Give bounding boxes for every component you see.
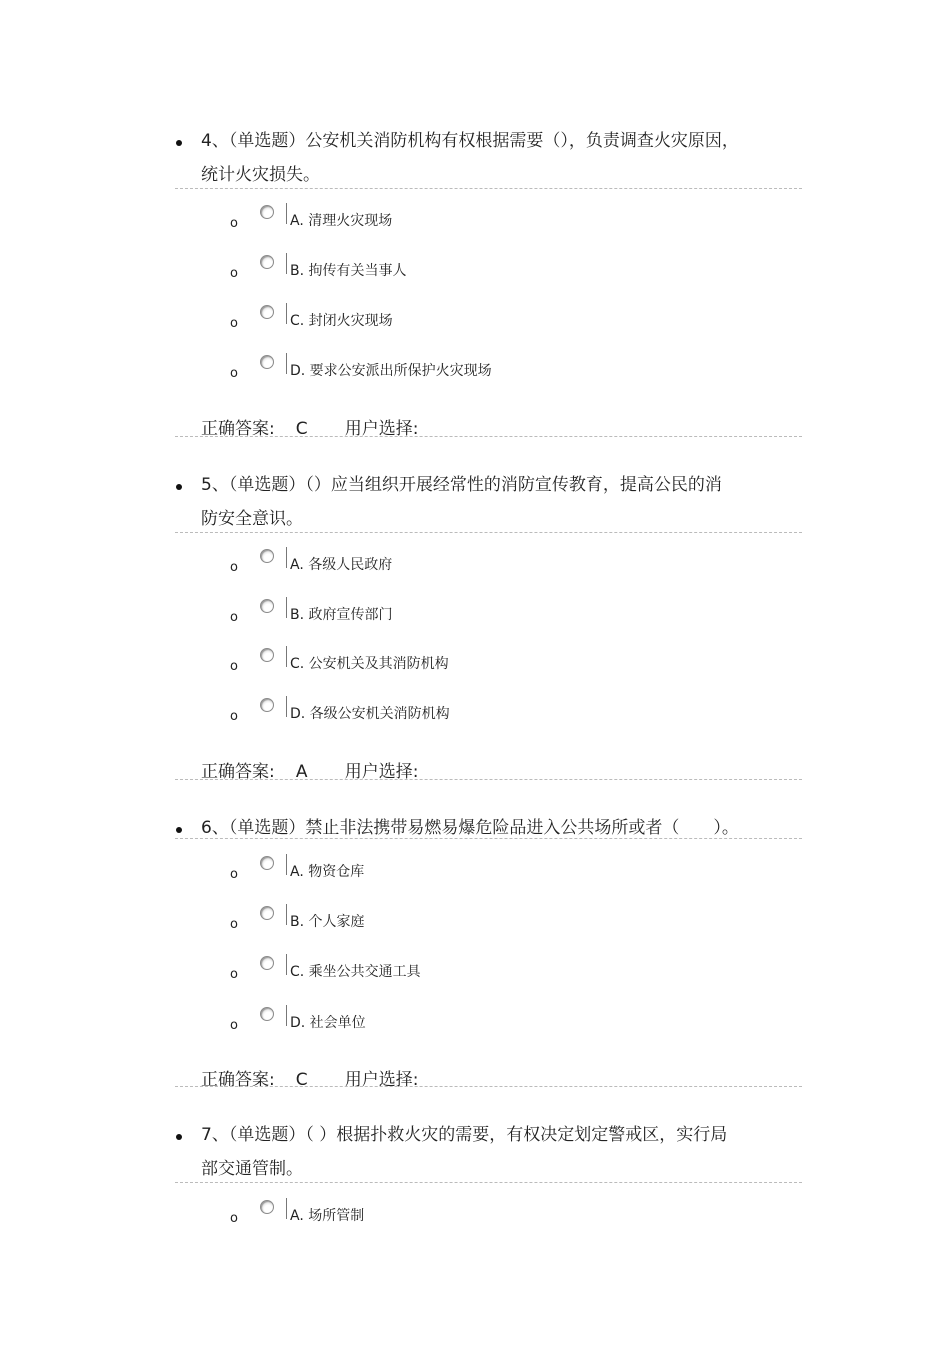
list-marker: o: [230, 266, 238, 281]
option-label: B. 拘传有关当事人: [290, 263, 407, 279]
dashed-divider: [175, 1182, 802, 1183]
dashed-divider: [175, 1086, 802, 1087]
option-separator: [286, 854, 287, 875]
bullet-icon: [176, 140, 182, 146]
option-separator: [286, 954, 287, 975]
dashed-divider: [175, 188, 802, 189]
option-a[interactable]: [0, 205, 950, 245]
option-label: C. 乘坐公共交通工具: [290, 964, 421, 980]
question-text: [201, 1118, 781, 1186]
option-d[interactable]: [0, 355, 950, 395]
option-label: A. 清理火灾现场: [290, 213, 393, 229]
question-text: [201, 124, 781, 192]
option-a[interactable]: [0, 549, 950, 589]
radio-button[interactable]: [260, 599, 274, 613]
radio-button[interactable]: [260, 255, 274, 269]
option-separator: [286, 1005, 287, 1026]
question-line: 部交通管制。: [201, 1159, 303, 1179]
correct-answer-value: C: [295, 419, 308, 439]
list-marker: o: [230, 216, 238, 231]
option-label: D. 各级公安机关消防机构: [290, 706, 450, 722]
dashed-divider: [175, 436, 802, 437]
radio-button[interactable]: [260, 305, 274, 319]
option-c[interactable]: [0, 956, 950, 996]
option-separator: [286, 547, 287, 568]
option-separator: [286, 303, 287, 324]
list-marker: o: [230, 967, 238, 982]
list-marker: o: [230, 1018, 238, 1033]
question-line: 7、（单选题）（ ）根据扑救火灾的需要，有权决定划定警戒区，实行局: [201, 1125, 728, 1145]
option-separator: [286, 203, 287, 224]
user-choice-label: 用户选择:: [344, 1070, 419, 1090]
bullet-icon: [176, 484, 182, 490]
option-separator: [286, 1198, 287, 1219]
option-separator: [286, 597, 287, 618]
option-label: C. 封闭火灾现场: [290, 313, 393, 329]
question-line: 5、（单选题）（）应当组织开展经常性的消防宣传教育，提高公民的消: [201, 475, 722, 495]
option-separator: [286, 253, 287, 274]
option-d[interactable]: [0, 698, 950, 738]
option-c[interactable]: [0, 648, 950, 688]
bullet-icon: [176, 827, 182, 833]
user-choice-label: 用户选择:: [344, 419, 419, 439]
option-c[interactable]: [0, 305, 950, 345]
option-separator: [286, 646, 287, 667]
question-line: 统计火灾损失。: [201, 165, 320, 185]
dashed-divider: [175, 838, 802, 839]
option-separator: [286, 353, 287, 374]
radio-button[interactable]: [260, 956, 274, 970]
correct-answer-value: A: [295, 762, 308, 782]
option-a[interactable]: [0, 1200, 950, 1240]
question-text: [201, 468, 781, 536]
radio-button[interactable]: [260, 648, 274, 662]
question-line: 6、（单选题）禁止非法携带易燃易爆危险品进入公共场所或者（ ）。: [201, 818, 739, 838]
option-separator: [286, 904, 287, 925]
option-separator: [286, 696, 287, 717]
list-marker: o: [230, 917, 238, 932]
option-label: A. 各级人民政府: [290, 557, 393, 573]
correct-answer-value: C: [295, 1070, 308, 1090]
option-a[interactable]: [0, 856, 950, 896]
list-marker: o: [230, 316, 238, 331]
radio-button[interactable]: [260, 698, 274, 712]
option-b[interactable]: [0, 906, 950, 946]
list-marker: o: [230, 1211, 238, 1226]
list-marker: o: [230, 709, 238, 724]
radio-button[interactable]: [260, 1200, 274, 1214]
question-text: [201, 811, 781, 845]
option-label: B. 政府宣传部门: [290, 607, 393, 623]
list-marker: o: [230, 366, 238, 381]
correct-answer-label: 正确答案:: [201, 762, 275, 782]
list-marker: o: [230, 867, 238, 882]
radio-button[interactable]: [260, 355, 274, 369]
radio-button[interactable]: [260, 1007, 274, 1021]
list-marker: o: [230, 560, 238, 575]
user-choice-label: 用户选择:: [344, 762, 419, 782]
radio-button[interactable]: [260, 549, 274, 563]
correct-answer-label: 正确答案:: [201, 419, 275, 439]
option-label: D. 社会单位: [290, 1015, 366, 1031]
correct-answer-label: 正确答案:: [201, 1070, 275, 1090]
option-label: A. 场所管制: [290, 1208, 365, 1224]
option-label: B. 个人家庭: [290, 914, 365, 930]
option-label: C. 公安机关及其消防机构: [290, 656, 449, 672]
list-marker: o: [230, 610, 238, 625]
radio-button[interactable]: [260, 856, 274, 870]
option-b[interactable]: [0, 599, 950, 639]
radio-button[interactable]: [260, 906, 274, 920]
option-label: A. 物资仓库: [290, 864, 365, 880]
question-line: 防安全意识。: [201, 509, 303, 529]
option-d[interactable]: [0, 1007, 950, 1047]
bullet-icon: [176, 1134, 182, 1140]
question-line: 4、（单选题）公安机关消防机构有权根据需要（），负责调查火灾原因，: [201, 131, 739, 151]
option-b[interactable]: [0, 255, 950, 295]
dashed-divider: [175, 779, 802, 780]
option-label: D. 要求公安派出所保护火灾现场: [290, 363, 492, 379]
radio-button[interactable]: [260, 205, 274, 219]
list-marker: o: [230, 659, 238, 674]
dashed-divider: [175, 532, 802, 533]
